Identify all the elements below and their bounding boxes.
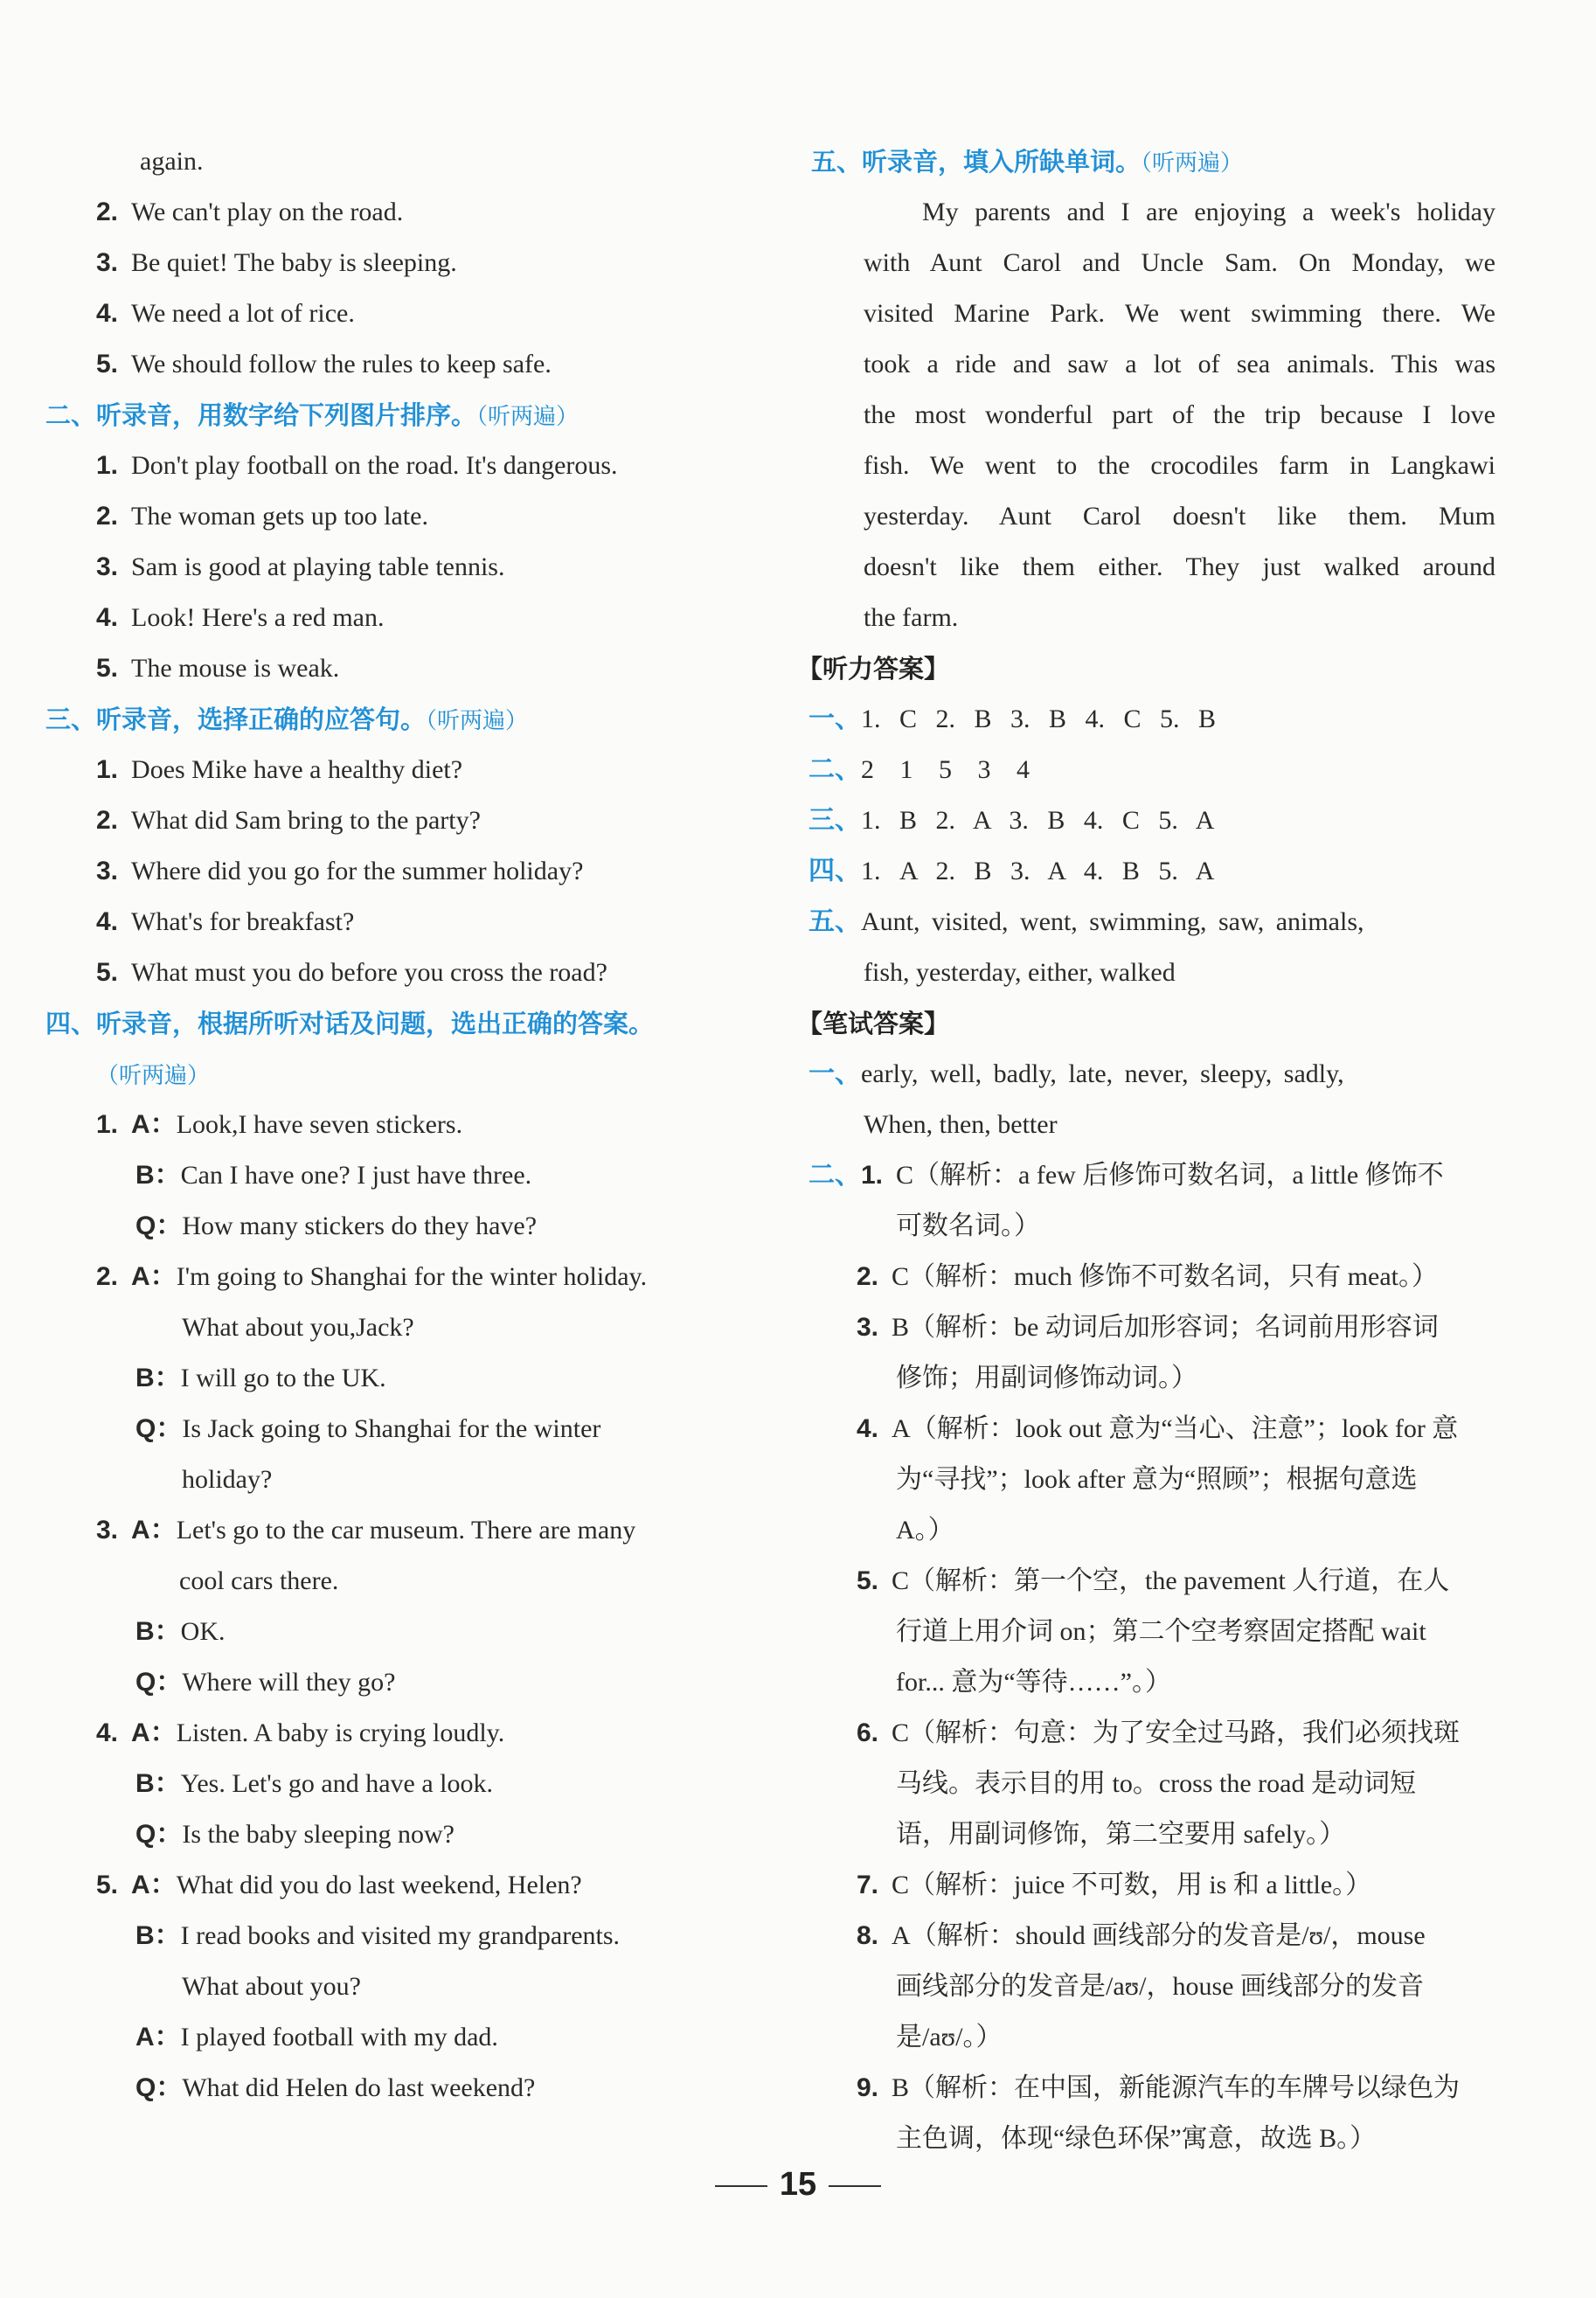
passage-line: yesterday. Aunt Carol doesn't like them. Mum xyxy=(864,502,1495,531)
dialog-line: What about you,Jack? xyxy=(182,1313,414,1342)
section-2-heading: 二、听录音，用数字给下列图片排序。（听两遍） xyxy=(45,400,579,430)
list-item: 3. Where did you go for the summer holiday? xyxy=(96,857,584,885)
list-item: 2. We can't play on the road. xyxy=(96,198,404,226)
list-item: 4. We need a lot of rice. xyxy=(96,299,355,328)
answer-row: 9. B（解析：在中国，新能源汽车的车牌号以绿色为 xyxy=(857,2073,1461,2102)
answer-row: 行道上用介词 on；第二个空考察固定搭配 wait xyxy=(896,1617,1426,1646)
dialog-line: Q：What did Helen do last weekend? xyxy=(135,2073,536,2102)
answer-row: 5. C（解析：第一个空，the pavement 人行道，在人 xyxy=(857,1566,1450,1595)
section-3-heading: 三、听录音，选择正确的应答句。（听两遍） xyxy=(45,705,529,734)
answer-row: 马线。表示目的用 to。cross the road 是动词短 xyxy=(896,1769,1416,1798)
passage-line: with Aunt Carol and Uncle Sam. On Monday, we xyxy=(864,248,1495,277)
answer-row: 7. C（解析：juice 不可数，用 is 和 a little。） xyxy=(857,1871,1372,1899)
answer-row: 一、early, well, badly, late, never, sleepy, sadly, xyxy=(808,1059,1344,1089)
dialog-line: B：Can I have one? I just have three. xyxy=(135,1161,532,1190)
passage-line: the most wonderful part of the trip because I love xyxy=(864,400,1495,429)
list-item: 1. Don't play football on the road. It's dangerous. xyxy=(96,451,618,480)
passage-line: doesn't like them either. They just walked around xyxy=(864,552,1495,581)
dialog-line: holiday? xyxy=(182,1465,273,1494)
answer-row: fish, yesterday, either, walked xyxy=(864,958,1176,987)
answer-row: 主色调，体现“绿色环保”寓意，故选 B。） xyxy=(896,2124,1377,2153)
answer-row: 一、1. C 2. B 3. B 4. C 5. B xyxy=(808,704,1217,734)
answer-row: 五、Aunt, visited, went, swimming, saw, animals, xyxy=(808,906,1364,937)
written-answers-title: 【笔试答案】 xyxy=(797,1009,950,1038)
answer-row: 二、1. C（解析：a few 后修饰可数名词，a little 修饰不 xyxy=(808,1160,1444,1191)
dialog-line: B：Yes. Let's go and have a look. xyxy=(135,1769,493,1798)
passage-line: My parents and I are enjoying a week's holiday xyxy=(922,198,1495,226)
answer-row: 语，用副词修饰，第二空要用 safely。） xyxy=(896,1820,1346,1849)
passage-line: the farm. xyxy=(864,603,959,632)
list-item: 2. What did Sam bring to the party? xyxy=(96,806,481,835)
section-4-note: （听两遍） xyxy=(96,1063,211,1089)
section-4-heading: 四、听录音，根据所听对话及问题，选出正确的答案。 xyxy=(45,1009,655,1038)
answer-row: 为“寻找”；look after 意为“照顾”；根据句意选 xyxy=(896,1465,1418,1494)
answer-row: 4. A（解析：look out 意为“当心、注意”；look for 意 xyxy=(857,1414,1459,1443)
answer-row: 可数名词。） xyxy=(896,1211,1040,1240)
s1-tail: again. xyxy=(140,147,204,176)
list-item: 5. The mouse is weak. xyxy=(96,654,340,683)
passage-line: took a ride and saw a lot of sea animals. This was xyxy=(864,350,1495,378)
answer-row: 三、1. B 2. A 3. B 4. C 5. A xyxy=(808,805,1215,836)
list-item: 4. What's for breakfast? xyxy=(96,907,355,936)
answer-row: 6. C（解析：句意：为了安全过马路，我们必须找斑 xyxy=(857,1718,1461,1747)
list-item: 1. Does Mike have a healthy diet? xyxy=(96,755,463,784)
list-item: 5. We should follow the rules to keep safe. xyxy=(96,350,552,378)
answer-row: 8. A（解析：should 画线部分的发音是/ʊ/，mouse xyxy=(857,1921,1426,1950)
dialog-line: What about you? xyxy=(182,1972,361,2001)
dialog-line: Q：How many stickers do they have? xyxy=(135,1211,538,1240)
list-item: 2. The woman gets up too late. xyxy=(96,502,428,531)
dialog-line: B：I read books and visited my grandparents. xyxy=(135,1921,621,1950)
passage-line: visited Marine Park. We went swimming there. We xyxy=(864,299,1495,328)
page-number: 15 xyxy=(0,2166,1596,2204)
dialog-line: Q：Is the baby sleeping now? xyxy=(135,1820,455,1849)
list-item: 5. What must you do before you cross the road? xyxy=(96,958,607,987)
dialog-line: B：I will go to the UK. xyxy=(135,1364,386,1392)
dialog-line: A：I played football with my dad. xyxy=(135,2023,498,2052)
dialog-line: Q：Where will they go? xyxy=(135,1668,396,1697)
answer-row: 二、2 1 5 3 4 xyxy=(808,754,1030,785)
answer-row: 四、1. A 2. B 3. A 4. B 5. A xyxy=(808,856,1215,886)
answer-row: A。） xyxy=(896,1516,954,1545)
dialog-line: 2. A：I'm going to Shanghai for the winter holiday. xyxy=(96,1262,648,1291)
list-item: 3. Sam is good at playing table tennis. xyxy=(96,552,505,581)
dialog-line: 4. A：Listen. A baby is crying loudly. xyxy=(96,1718,505,1747)
dialog-line: 3. A：Let's go to the car museum. There are many xyxy=(96,1516,636,1545)
dialog-line: 1. A：Look,I have seven stickers. xyxy=(96,1110,463,1139)
passage-line: fish. We went to the crocodiles farm in Langkawi xyxy=(864,451,1495,480)
answer-row: When, then, better xyxy=(864,1110,1058,1139)
list-item: 3. Be quiet! The baby is sleeping. xyxy=(96,248,457,277)
answer-row: for... 意为“等待……”。） xyxy=(896,1668,1171,1697)
answer-row: 画线部分的发音是/aʊ/，house 画线部分的发音 xyxy=(896,1972,1424,2001)
dialog-line: cool cars there. xyxy=(179,1566,339,1595)
answer-row: 是/aʊ/。） xyxy=(896,2023,1003,2052)
answer-row: 修饰；用副词修饰动词。） xyxy=(896,1364,1197,1392)
section-5-heading: 五、听录音，填入所缺单词。（听两遍） xyxy=(811,147,1244,177)
dialog-line: B：OK. xyxy=(135,1617,226,1646)
dialog-line: 5. A：What did you do last weekend, Helen? xyxy=(96,1871,582,1899)
answer-row: 3. B（解析：be 动词后加形容词；名词前用形容词 xyxy=(857,1313,1439,1342)
listening-answers-title: 【听力答案】 xyxy=(797,654,950,684)
answer-row: 2. C（解析：much 修饰不可数名词，只有 meat。） xyxy=(857,1262,1438,1291)
list-item: 4. Look! Here's a red man. xyxy=(96,603,385,632)
dialog-line: Q：Is Jack going to Shanghai for the winter xyxy=(135,1414,601,1443)
